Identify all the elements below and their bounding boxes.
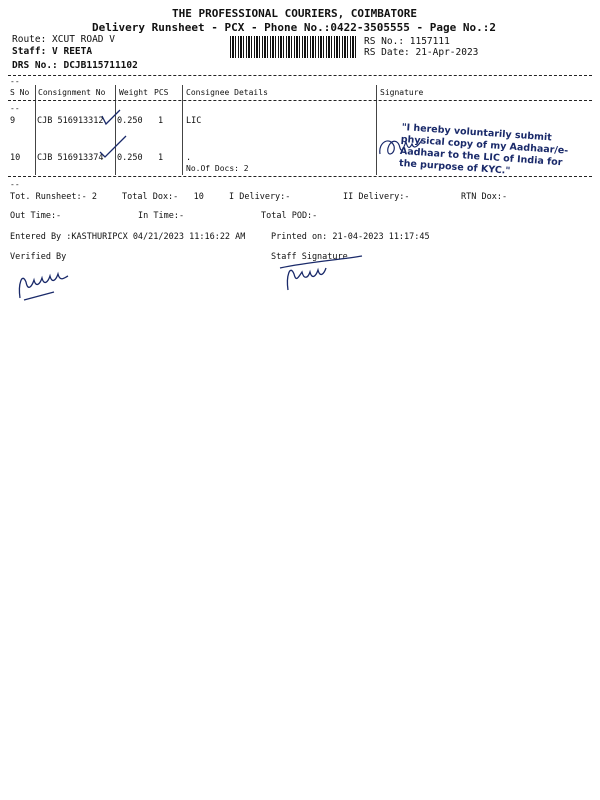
row-pcs: 1 xyxy=(158,153,164,163)
col-header-sno: S No xyxy=(10,88,30,97)
row-weight: 0.250 xyxy=(117,116,143,126)
in-time: In Time:- xyxy=(138,211,185,221)
col-header-pcs: PCS xyxy=(154,88,169,97)
column-divider xyxy=(35,85,36,175)
row-weight: 0.250 xyxy=(117,153,143,163)
col-header-signature: Signature xyxy=(380,88,424,97)
col-header-consignee: Consignee Details xyxy=(186,88,268,97)
total-dox: Total Dox:- 10 xyxy=(122,192,204,202)
drs-number: DRS No.: DCJB115711102 xyxy=(12,60,138,71)
row-consignee: LIC xyxy=(186,116,202,126)
rtn-dox: RTN Dox:- xyxy=(461,192,508,202)
staff-signature-label: Staff Signature xyxy=(271,252,348,262)
separator xyxy=(8,100,592,101)
total-pod: Total POD:- xyxy=(261,211,318,221)
separator-marker: -- xyxy=(10,77,20,86)
verifier-signature xyxy=(14,262,84,307)
barcode xyxy=(230,36,358,58)
i-delivery: I Delivery:- xyxy=(229,192,291,202)
row-sno: 10 xyxy=(10,153,21,163)
col-header-weight: Weight xyxy=(119,88,148,97)
company-title: THE PROFESSIONAL COURIERS, COIMBATORE xyxy=(172,7,418,20)
rs-date: RS Date: 21-Apr-2023 xyxy=(364,47,479,58)
printed-on: Printed on: 21-04-2023 11:17:45 xyxy=(271,232,430,242)
total-runsheet: Tot. Runsheet:- 2 xyxy=(10,192,97,202)
kyc-stamp: "I hereby voluntarily submit physical copy of my Aadhaar/e-Aadhaar to the LIC of India for the purpose of KYC." xyxy=(398,122,569,177)
separator xyxy=(8,75,592,76)
row-pcs: 1 xyxy=(158,116,164,126)
separator-marker: -- xyxy=(10,180,20,189)
out-time: Out Time:- xyxy=(10,211,62,221)
no-of-docs: No.Of Docs: 2 xyxy=(186,164,249,173)
route-label: Route: XCUT ROAD V xyxy=(12,34,115,45)
signature-initials xyxy=(376,128,426,168)
staff-signature xyxy=(278,252,368,297)
row-consignee: . xyxy=(186,153,192,163)
ii-delivery: II Delivery:- xyxy=(343,192,410,202)
row-sno: 9 xyxy=(10,116,16,126)
separator-marker: -- xyxy=(10,104,20,113)
checkmark-icon xyxy=(96,108,136,158)
column-divider xyxy=(182,85,183,175)
row-consignment: CJB 516913312 xyxy=(37,116,104,126)
separator xyxy=(8,176,592,177)
verified-by-label: Verified By xyxy=(10,252,67,262)
col-header-consignment: Consignment No xyxy=(38,88,106,97)
staff-label: Staff: V REETA xyxy=(12,46,93,57)
runsheet-subtitle: Delivery Runsheet - PCX - Phone No.:0422-3505555 - Page No.:2 xyxy=(92,21,496,34)
row-consignment: CJB 516913374 xyxy=(37,153,104,163)
entered-by: Entered By :KASTHURIPCX 04/21/2023 11:16:22 AM xyxy=(10,232,246,242)
rs-number: RS No.: 1157111 xyxy=(364,36,450,47)
